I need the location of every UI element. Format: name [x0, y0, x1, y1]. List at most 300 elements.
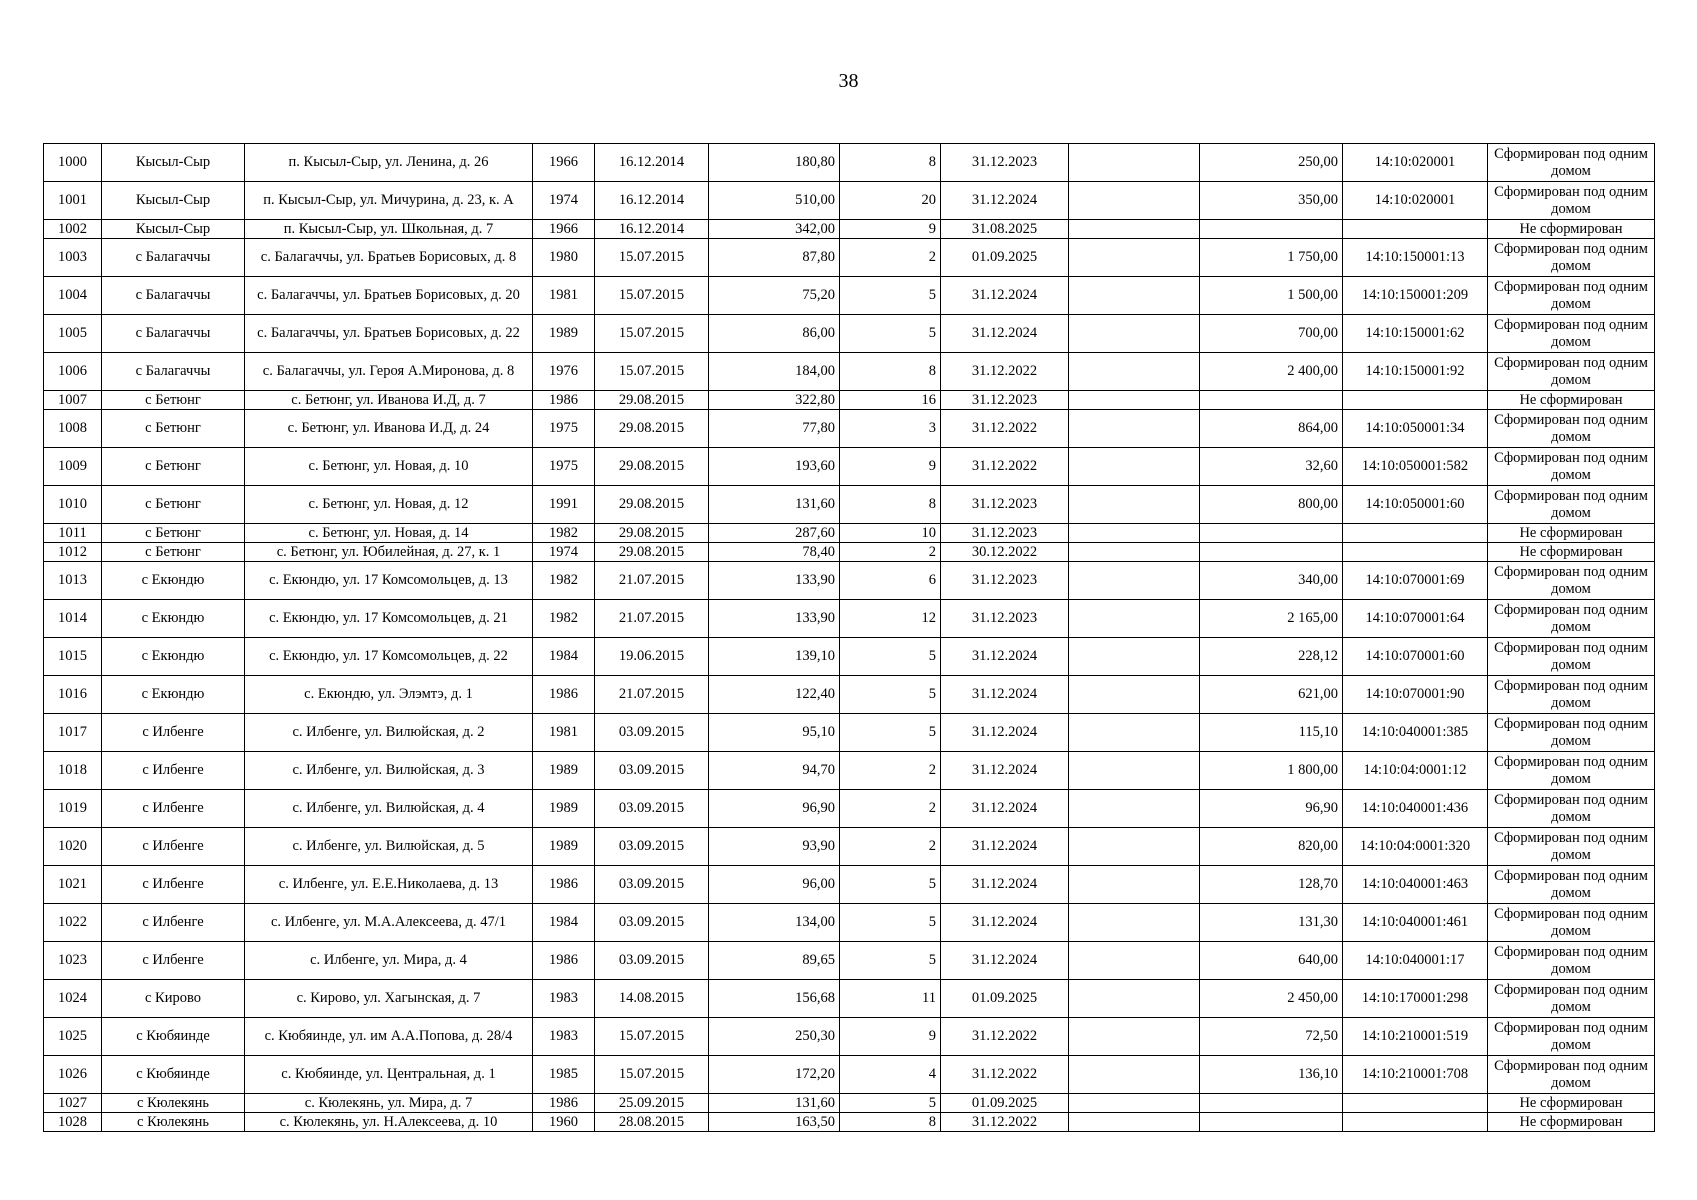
land-status-cell: Не сформирован [1488, 543, 1655, 562]
cadastral-number-cell: 14:10:04:0001:12 [1343, 752, 1488, 790]
land-status-cell: Сформирован под одним домом [1488, 638, 1655, 676]
land-area-cell: 32,60 [1200, 448, 1343, 486]
land-status-cell: Сформирован под одним домом [1488, 676, 1655, 714]
address-cell: п. Кысыл-Сыр, ул. Мичурина, д. 23, к. А [245, 182, 533, 220]
area-cell: 96,00 [709, 866, 840, 904]
recognition-date-cell: 15.07.2015 [595, 1018, 709, 1056]
settlement-cell: с Балагаччы [102, 353, 245, 391]
settlement-cell: с Илбенге [102, 904, 245, 942]
land-status-cell: Сформирован под одним домом [1488, 144, 1655, 182]
year-built-cell: 1984 [533, 638, 595, 676]
year-built-cell: 1986 [533, 676, 595, 714]
resettlement-deadline-cell: 31.12.2024 [941, 638, 1069, 676]
land-status-cell: Сформирован под одним домом [1488, 752, 1655, 790]
empty-column-cell [1069, 1056, 1200, 1094]
residents-cell: 5 [840, 904, 941, 942]
recognition-date-cell: 21.07.2015 [595, 676, 709, 714]
land-status-cell: Сформирован под одним домом [1488, 315, 1655, 353]
table-row [44, 562, 1655, 600]
empty-column-cell [1069, 182, 1200, 220]
residents-cell: 9 [840, 448, 941, 486]
empty-column-cell [1069, 448, 1200, 486]
row-number-cell: 1015 [44, 638, 102, 676]
resettlement-deadline-cell: 01.09.2025 [941, 1094, 1069, 1113]
row-number-cell: 1027 [44, 1094, 102, 1113]
residents-cell: 2 [840, 752, 941, 790]
address-cell: с. Илбенге, ул. М.А.Алексеева, д. 47/1 [245, 904, 533, 942]
row-number-cell: 1006 [44, 353, 102, 391]
area-cell: 133,90 [709, 562, 840, 600]
cadastral-number-cell: 14:10:150001:92 [1343, 353, 1488, 391]
empty-column-cell [1069, 1094, 1200, 1113]
cadastral-number-cell: 14:10:04:0001:320 [1343, 828, 1488, 866]
recognition-date-cell: 16.12.2014 [595, 182, 709, 220]
year-built-cell: 1966 [533, 220, 595, 239]
land-area-cell: 250,00 [1200, 144, 1343, 182]
row-number-cell: 1007 [44, 391, 102, 410]
empty-column-cell [1069, 239, 1200, 277]
settlement-cell: с Балагаччы [102, 239, 245, 277]
area-cell: 78,40 [709, 543, 840, 562]
area-cell: 184,00 [709, 353, 840, 391]
residents-cell: 8 [840, 144, 941, 182]
year-built-cell: 1974 [533, 543, 595, 562]
land-status-cell: Сформирован под одним домом [1488, 600, 1655, 638]
address-cell: с. Екюндю, ул. 17 Комсомольцев, д. 13 [245, 562, 533, 600]
cadastral-number-cell: 14:10:210001:708 [1343, 1056, 1488, 1094]
table-row [44, 752, 1655, 790]
cadastral-number-cell: 14:10:210001:519 [1343, 1018, 1488, 1056]
row-number-cell: 1026 [44, 1056, 102, 1094]
year-built-cell: 1986 [533, 866, 595, 904]
land-area-cell: 131,30 [1200, 904, 1343, 942]
residents-cell: 5 [840, 315, 941, 353]
area-cell: 93,90 [709, 828, 840, 866]
residents-cell: 5 [840, 1094, 941, 1113]
recognition-date-cell: 03.09.2015 [595, 904, 709, 942]
area-cell: 133,90 [709, 600, 840, 638]
cadastral-number-cell: 14:10:040001:463 [1343, 866, 1488, 904]
recognition-date-cell: 28.08.2015 [595, 1113, 709, 1132]
resettlement-deadline-cell: 31.12.2023 [941, 524, 1069, 543]
area-cell: 131,60 [709, 486, 840, 524]
row-number-cell: 1009 [44, 448, 102, 486]
row-number-cell: 1013 [44, 562, 102, 600]
cadastral-number-cell: 14:10:150001:209 [1343, 277, 1488, 315]
settlement-cell: с Кюбяинде [102, 1056, 245, 1094]
land-status-cell: Сформирован под одним домом [1488, 904, 1655, 942]
land-area-cell [1200, 220, 1343, 239]
cadastral-number-cell: 14:10:050001:60 [1343, 486, 1488, 524]
address-cell: с. Илбенге, ул. Мира, д. 4 [245, 942, 533, 980]
empty-column-cell [1069, 942, 1200, 980]
settlement-cell: с Илбенге [102, 752, 245, 790]
cadastral-number-cell: 14:10:070001:60 [1343, 638, 1488, 676]
residents-cell: 16 [840, 391, 941, 410]
area-cell: 77,80 [709, 410, 840, 448]
empty-column-cell [1069, 486, 1200, 524]
residents-cell: 5 [840, 676, 941, 714]
year-built-cell: 1976 [533, 353, 595, 391]
recognition-date-cell: 03.09.2015 [595, 942, 709, 980]
residents-cell: 5 [840, 638, 941, 676]
address-cell: с. Илбенге, ул. Вилюйская, д. 3 [245, 752, 533, 790]
row-number-cell: 1010 [44, 486, 102, 524]
area-cell: 96,90 [709, 790, 840, 828]
empty-column-cell [1069, 524, 1200, 543]
table-row [44, 638, 1655, 676]
land-area-cell: 700,00 [1200, 315, 1343, 353]
row-number-cell: 1019 [44, 790, 102, 828]
address-cell: п. Кысыл-Сыр, ул. Ленина, д. 26 [245, 144, 533, 182]
recognition-date-cell: 21.07.2015 [595, 600, 709, 638]
resettlement-deadline-cell: 31.12.2023 [941, 600, 1069, 638]
settlement-cell: с Бетюнг [102, 486, 245, 524]
row-number-cell: 1025 [44, 1018, 102, 1056]
empty-column-cell [1069, 410, 1200, 448]
cadastral-number-cell [1343, 1113, 1488, 1132]
settlement-cell: Кысыл-Сыр [102, 220, 245, 239]
page-number: 38 [838, 70, 859, 92]
land-area-cell: 800,00 [1200, 486, 1343, 524]
address-cell: с. Бетюнг, ул. Новая, д. 10 [245, 448, 533, 486]
area-cell: 172,20 [709, 1056, 840, 1094]
land-status-cell: Сформирован под одним домом [1488, 448, 1655, 486]
cadastral-number-cell: 14:10:170001:298 [1343, 980, 1488, 1018]
recognition-date-cell: 15.07.2015 [595, 277, 709, 315]
land-status-cell: Сформирован под одним домом [1488, 828, 1655, 866]
land-status-cell: Сформирован под одним домом [1488, 410, 1655, 448]
address-cell: с. Кирово, ул. Хагынская, д. 7 [245, 980, 533, 1018]
empty-column-cell [1069, 600, 1200, 638]
address-cell: с. Кюлекянь, ул. Н.Алексеева, д. 10 [245, 1113, 533, 1132]
resettlement-deadline-cell: 01.09.2025 [941, 239, 1069, 277]
year-built-cell: 1991 [533, 486, 595, 524]
recognition-date-cell: 16.12.2014 [595, 220, 709, 239]
land-area-cell: 2 400,00 [1200, 353, 1343, 391]
land-area-cell: 72,50 [1200, 1018, 1343, 1056]
empty-column-cell [1069, 980, 1200, 1018]
land-area-cell: 864,00 [1200, 410, 1343, 448]
recognition-date-cell: 19.06.2015 [595, 638, 709, 676]
cadastral-number-cell [1343, 524, 1488, 543]
land-area-cell: 128,70 [1200, 866, 1343, 904]
settlement-cell: с Кирово [102, 980, 245, 1018]
land-area-cell: 340,00 [1200, 562, 1343, 600]
settlement-cell: с Бетюнг [102, 524, 245, 543]
resettlement-deadline-cell: 31.12.2023 [941, 486, 1069, 524]
resettlement-deadline-cell: 31.12.2024 [941, 315, 1069, 353]
row-number-cell: 1016 [44, 676, 102, 714]
empty-column-cell [1069, 391, 1200, 410]
recognition-date-cell: 03.09.2015 [595, 828, 709, 866]
address-cell: с. Кюлекянь, ул. Мира, д. 7 [245, 1094, 533, 1113]
residents-cell: 8 [840, 1113, 941, 1132]
year-built-cell: 1981 [533, 277, 595, 315]
recognition-date-cell: 15.07.2015 [595, 353, 709, 391]
table-row [44, 980, 1655, 1018]
empty-column-cell [1069, 638, 1200, 676]
row-number-cell: 1005 [44, 315, 102, 353]
land-area-cell [1200, 391, 1343, 410]
land-area-cell [1200, 1094, 1343, 1113]
cadastral-number-cell: 14:10:040001:461 [1343, 904, 1488, 942]
table-row [44, 448, 1655, 486]
settlement-cell: с Екюндю [102, 676, 245, 714]
residents-cell: 20 [840, 182, 941, 220]
row-number-cell: 1022 [44, 904, 102, 942]
address-cell: с. Илбенге, ул. Вилюйская, д. 2 [245, 714, 533, 752]
area-cell: 322,80 [709, 391, 840, 410]
resettlement-deadline-cell: 31.12.2024 [941, 182, 1069, 220]
row-number-cell: 1000 [44, 144, 102, 182]
recognition-date-cell: 15.07.2015 [595, 239, 709, 277]
recognition-date-cell: 15.07.2015 [595, 315, 709, 353]
empty-column-cell [1069, 353, 1200, 391]
address-cell: с. Балагаччы, ул. Героя А.Миронова, д. 8 [245, 353, 533, 391]
cadastral-number-cell [1343, 1094, 1488, 1113]
residents-cell: 6 [840, 562, 941, 600]
land-status-cell: Не сформирован [1488, 220, 1655, 239]
year-built-cell: 1982 [533, 524, 595, 543]
cadastral-number-cell: 14:10:040001:436 [1343, 790, 1488, 828]
table-row [44, 524, 1655, 543]
resettlement-deadline-cell: 31.12.2024 [941, 942, 1069, 980]
settlement-cell: с Илбенге [102, 714, 245, 752]
settlement-cell: с Илбенге [102, 828, 245, 866]
land-status-cell: Сформирован под одним домом [1488, 486, 1655, 524]
recognition-date-cell: 29.08.2015 [595, 410, 709, 448]
residents-cell: 9 [840, 220, 941, 239]
settlement-cell: Кысыл-Сыр [102, 144, 245, 182]
cadastral-number-cell: 14:10:070001:90 [1343, 676, 1488, 714]
resettlement-deadline-cell: 31.12.2022 [941, 448, 1069, 486]
table-row [44, 866, 1655, 904]
row-number-cell: 1012 [44, 543, 102, 562]
address-cell: с. Илбенге, ул. Е.Е.Николаева, д. 13 [245, 866, 533, 904]
settlement-cell: с Екюндю [102, 562, 245, 600]
cadastral-number-cell: 14:10:070001:64 [1343, 600, 1488, 638]
cadastral-number-cell: 14:10:150001:62 [1343, 315, 1488, 353]
address-cell: с. Екюндю, ул. 17 Комсомольцев, д. 21 [245, 600, 533, 638]
settlement-cell: с Бетюнг [102, 543, 245, 562]
land-status-cell: Не сформирован [1488, 524, 1655, 543]
settlement-cell: с Илбенге [102, 790, 245, 828]
year-built-cell: 1985 [533, 1056, 595, 1094]
row-number-cell: 1028 [44, 1113, 102, 1132]
year-built-cell: 1975 [533, 410, 595, 448]
recognition-date-cell: 29.08.2015 [595, 524, 709, 543]
table-row [44, 182, 1655, 220]
settlement-cell: с Екюндю [102, 638, 245, 676]
settlement-cell: с Бетюнг [102, 391, 245, 410]
area-cell: 95,10 [709, 714, 840, 752]
row-number-cell: 1024 [44, 980, 102, 1018]
address-cell: с. Балагаччы, ул. Братьев Борисовых, д. 8 [245, 239, 533, 277]
settlement-cell: с Илбенге [102, 942, 245, 980]
year-built-cell: 1989 [533, 828, 595, 866]
address-cell: с. Балагаччы, ул. Братьев Борисовых, д. 20 [245, 277, 533, 315]
address-cell: с. Бетюнг, ул. Иванова И.Д, д. 24 [245, 410, 533, 448]
table-row [44, 790, 1655, 828]
address-cell: с. Бетюнг, ул. Юбилейная, д. 27, к. 1 [245, 543, 533, 562]
address-cell: с. Илбенге, ул. Вилюйская, д. 4 [245, 790, 533, 828]
resettlement-deadline-cell: 31.12.2022 [941, 1018, 1069, 1056]
residents-cell: 2 [840, 543, 941, 562]
year-built-cell: 1966 [533, 144, 595, 182]
row-number-cell: 1011 [44, 524, 102, 543]
resettlement-deadline-cell: 31.12.2022 [941, 1056, 1069, 1094]
row-number-cell: 1023 [44, 942, 102, 980]
recognition-date-cell: 25.09.2015 [595, 1094, 709, 1113]
table-row [44, 391, 1655, 410]
residents-cell: 2 [840, 828, 941, 866]
land-status-cell: Не сформирован [1488, 1094, 1655, 1113]
land-area-cell [1200, 524, 1343, 543]
area-cell: 86,00 [709, 315, 840, 353]
resettlement-deadline-cell: 31.12.2024 [941, 676, 1069, 714]
table-row [44, 1056, 1655, 1094]
table-row [44, 904, 1655, 942]
area-cell: 193,60 [709, 448, 840, 486]
recognition-date-cell: 21.07.2015 [595, 562, 709, 600]
table-row [44, 676, 1655, 714]
residents-cell: 8 [840, 353, 941, 391]
area-cell: 75,20 [709, 277, 840, 315]
year-built-cell: 1982 [533, 562, 595, 600]
table-row [44, 277, 1655, 315]
table-row [44, 828, 1655, 866]
land-area-cell: 350,00 [1200, 182, 1343, 220]
residents-cell: 5 [840, 714, 941, 752]
recognition-date-cell: 29.08.2015 [595, 448, 709, 486]
year-built-cell: 1989 [533, 752, 595, 790]
recognition-date-cell: 03.09.2015 [595, 866, 709, 904]
settlement-cell: с Илбенге [102, 866, 245, 904]
recognition-date-cell: 15.07.2015 [595, 1056, 709, 1094]
land-area-cell: 115,10 [1200, 714, 1343, 752]
cadastral-number-cell: 14:10:050001:582 [1343, 448, 1488, 486]
settlement-cell: с Балагаччы [102, 277, 245, 315]
row-number-cell: 1017 [44, 714, 102, 752]
area-cell: 163,50 [709, 1113, 840, 1132]
table-row [44, 1018, 1655, 1056]
empty-column-cell [1069, 904, 1200, 942]
address-cell: с. Кюбяинде, ул. Центральная, д. 1 [245, 1056, 533, 1094]
area-cell: 131,60 [709, 1094, 840, 1113]
table-row [44, 486, 1655, 524]
empty-column-cell [1069, 752, 1200, 790]
row-number-cell: 1001 [44, 182, 102, 220]
empty-column-cell [1069, 144, 1200, 182]
recognition-date-cell: 03.09.2015 [595, 752, 709, 790]
address-cell: с. Бетюнг, ул. Новая, д. 12 [245, 486, 533, 524]
residents-cell: 3 [840, 410, 941, 448]
resettlement-deadline-cell: 31.12.2024 [941, 752, 1069, 790]
empty-column-cell [1069, 315, 1200, 353]
land-area-cell: 228,12 [1200, 638, 1343, 676]
resettlement-deadline-cell: 31.08.2025 [941, 220, 1069, 239]
cadastral-number-cell: 14:10:050001:34 [1343, 410, 1488, 448]
cadastral-number-cell: 14:10:040001:17 [1343, 942, 1488, 980]
cadastral-number-cell: 14:10:020001 [1343, 182, 1488, 220]
area-cell: 250,30 [709, 1018, 840, 1056]
residents-cell: 9 [840, 1018, 941, 1056]
land-status-cell: Сформирован под одним домом [1488, 1018, 1655, 1056]
land-area-cell: 1 500,00 [1200, 277, 1343, 315]
area-cell: 180,80 [709, 144, 840, 182]
area-cell: 87,80 [709, 239, 840, 277]
resettlement-deadline-cell: 01.09.2025 [941, 980, 1069, 1018]
year-built-cell: 1986 [533, 942, 595, 980]
cadastral-number-cell [1343, 543, 1488, 562]
residents-cell: 10 [840, 524, 941, 543]
land-area-cell: 1 800,00 [1200, 752, 1343, 790]
table-row [44, 942, 1655, 980]
resettlement-deadline-cell: 31.12.2024 [941, 828, 1069, 866]
settlement-cell: Кысыл-Сыр [102, 182, 245, 220]
residents-cell: 5 [840, 866, 941, 904]
empty-column-cell [1069, 790, 1200, 828]
residents-cell: 2 [840, 239, 941, 277]
cadastral-number-cell [1343, 391, 1488, 410]
table-row [44, 543, 1655, 562]
row-number-cell: 1020 [44, 828, 102, 866]
resettlement-deadline-cell: 31.12.2023 [941, 562, 1069, 600]
land-area-cell [1200, 543, 1343, 562]
land-status-cell: Сформирован под одним домом [1488, 942, 1655, 980]
table-body [44, 144, 1655, 1132]
year-built-cell: 1983 [533, 980, 595, 1018]
land-status-cell: Сформирован под одним домом [1488, 277, 1655, 315]
cadastral-number-cell: 14:10:150001:13 [1343, 239, 1488, 277]
resettlement-deadline-cell: 31.12.2024 [941, 790, 1069, 828]
empty-column-cell [1069, 277, 1200, 315]
address-cell: с. Кюбяинде, ул. им А.А.Попова, д. 28/4 [245, 1018, 533, 1056]
area-cell: 287,60 [709, 524, 840, 543]
table-row [44, 410, 1655, 448]
recognition-date-cell: 29.08.2015 [595, 543, 709, 562]
resettlement-deadline-cell: 31.12.2024 [941, 277, 1069, 315]
residents-cell: 8 [840, 486, 941, 524]
area-cell: 122,40 [709, 676, 840, 714]
resettlement-deadline-cell: 31.12.2024 [941, 904, 1069, 942]
cadastral-number-cell: 14:10:020001 [1343, 144, 1488, 182]
land-area-cell [1200, 1113, 1343, 1132]
empty-column-cell [1069, 1018, 1200, 1056]
land-area-cell: 621,00 [1200, 676, 1343, 714]
year-built-cell: 1989 [533, 790, 595, 828]
empty-column-cell [1069, 543, 1200, 562]
year-built-cell: 1982 [533, 600, 595, 638]
land-status-cell: Сформирован под одним домом [1488, 182, 1655, 220]
settlement-cell: с Бетюнг [102, 410, 245, 448]
recognition-date-cell: 29.08.2015 [595, 486, 709, 524]
empty-column-cell [1069, 714, 1200, 752]
year-built-cell: 1984 [533, 904, 595, 942]
land-area-cell: 820,00 [1200, 828, 1343, 866]
row-number-cell: 1004 [44, 277, 102, 315]
year-built-cell: 1975 [533, 448, 595, 486]
land-area-cell: 640,00 [1200, 942, 1343, 980]
address-cell: с. Илбенге, ул. Вилюйская, д. 5 [245, 828, 533, 866]
empty-column-cell [1069, 562, 1200, 600]
table-row [44, 714, 1655, 752]
resettlement-deadline-cell: 31.12.2022 [941, 410, 1069, 448]
cadastral-number-cell [1343, 220, 1488, 239]
recognition-date-cell: 16.12.2014 [595, 144, 709, 182]
settlement-cell: с Бетюнг [102, 448, 245, 486]
